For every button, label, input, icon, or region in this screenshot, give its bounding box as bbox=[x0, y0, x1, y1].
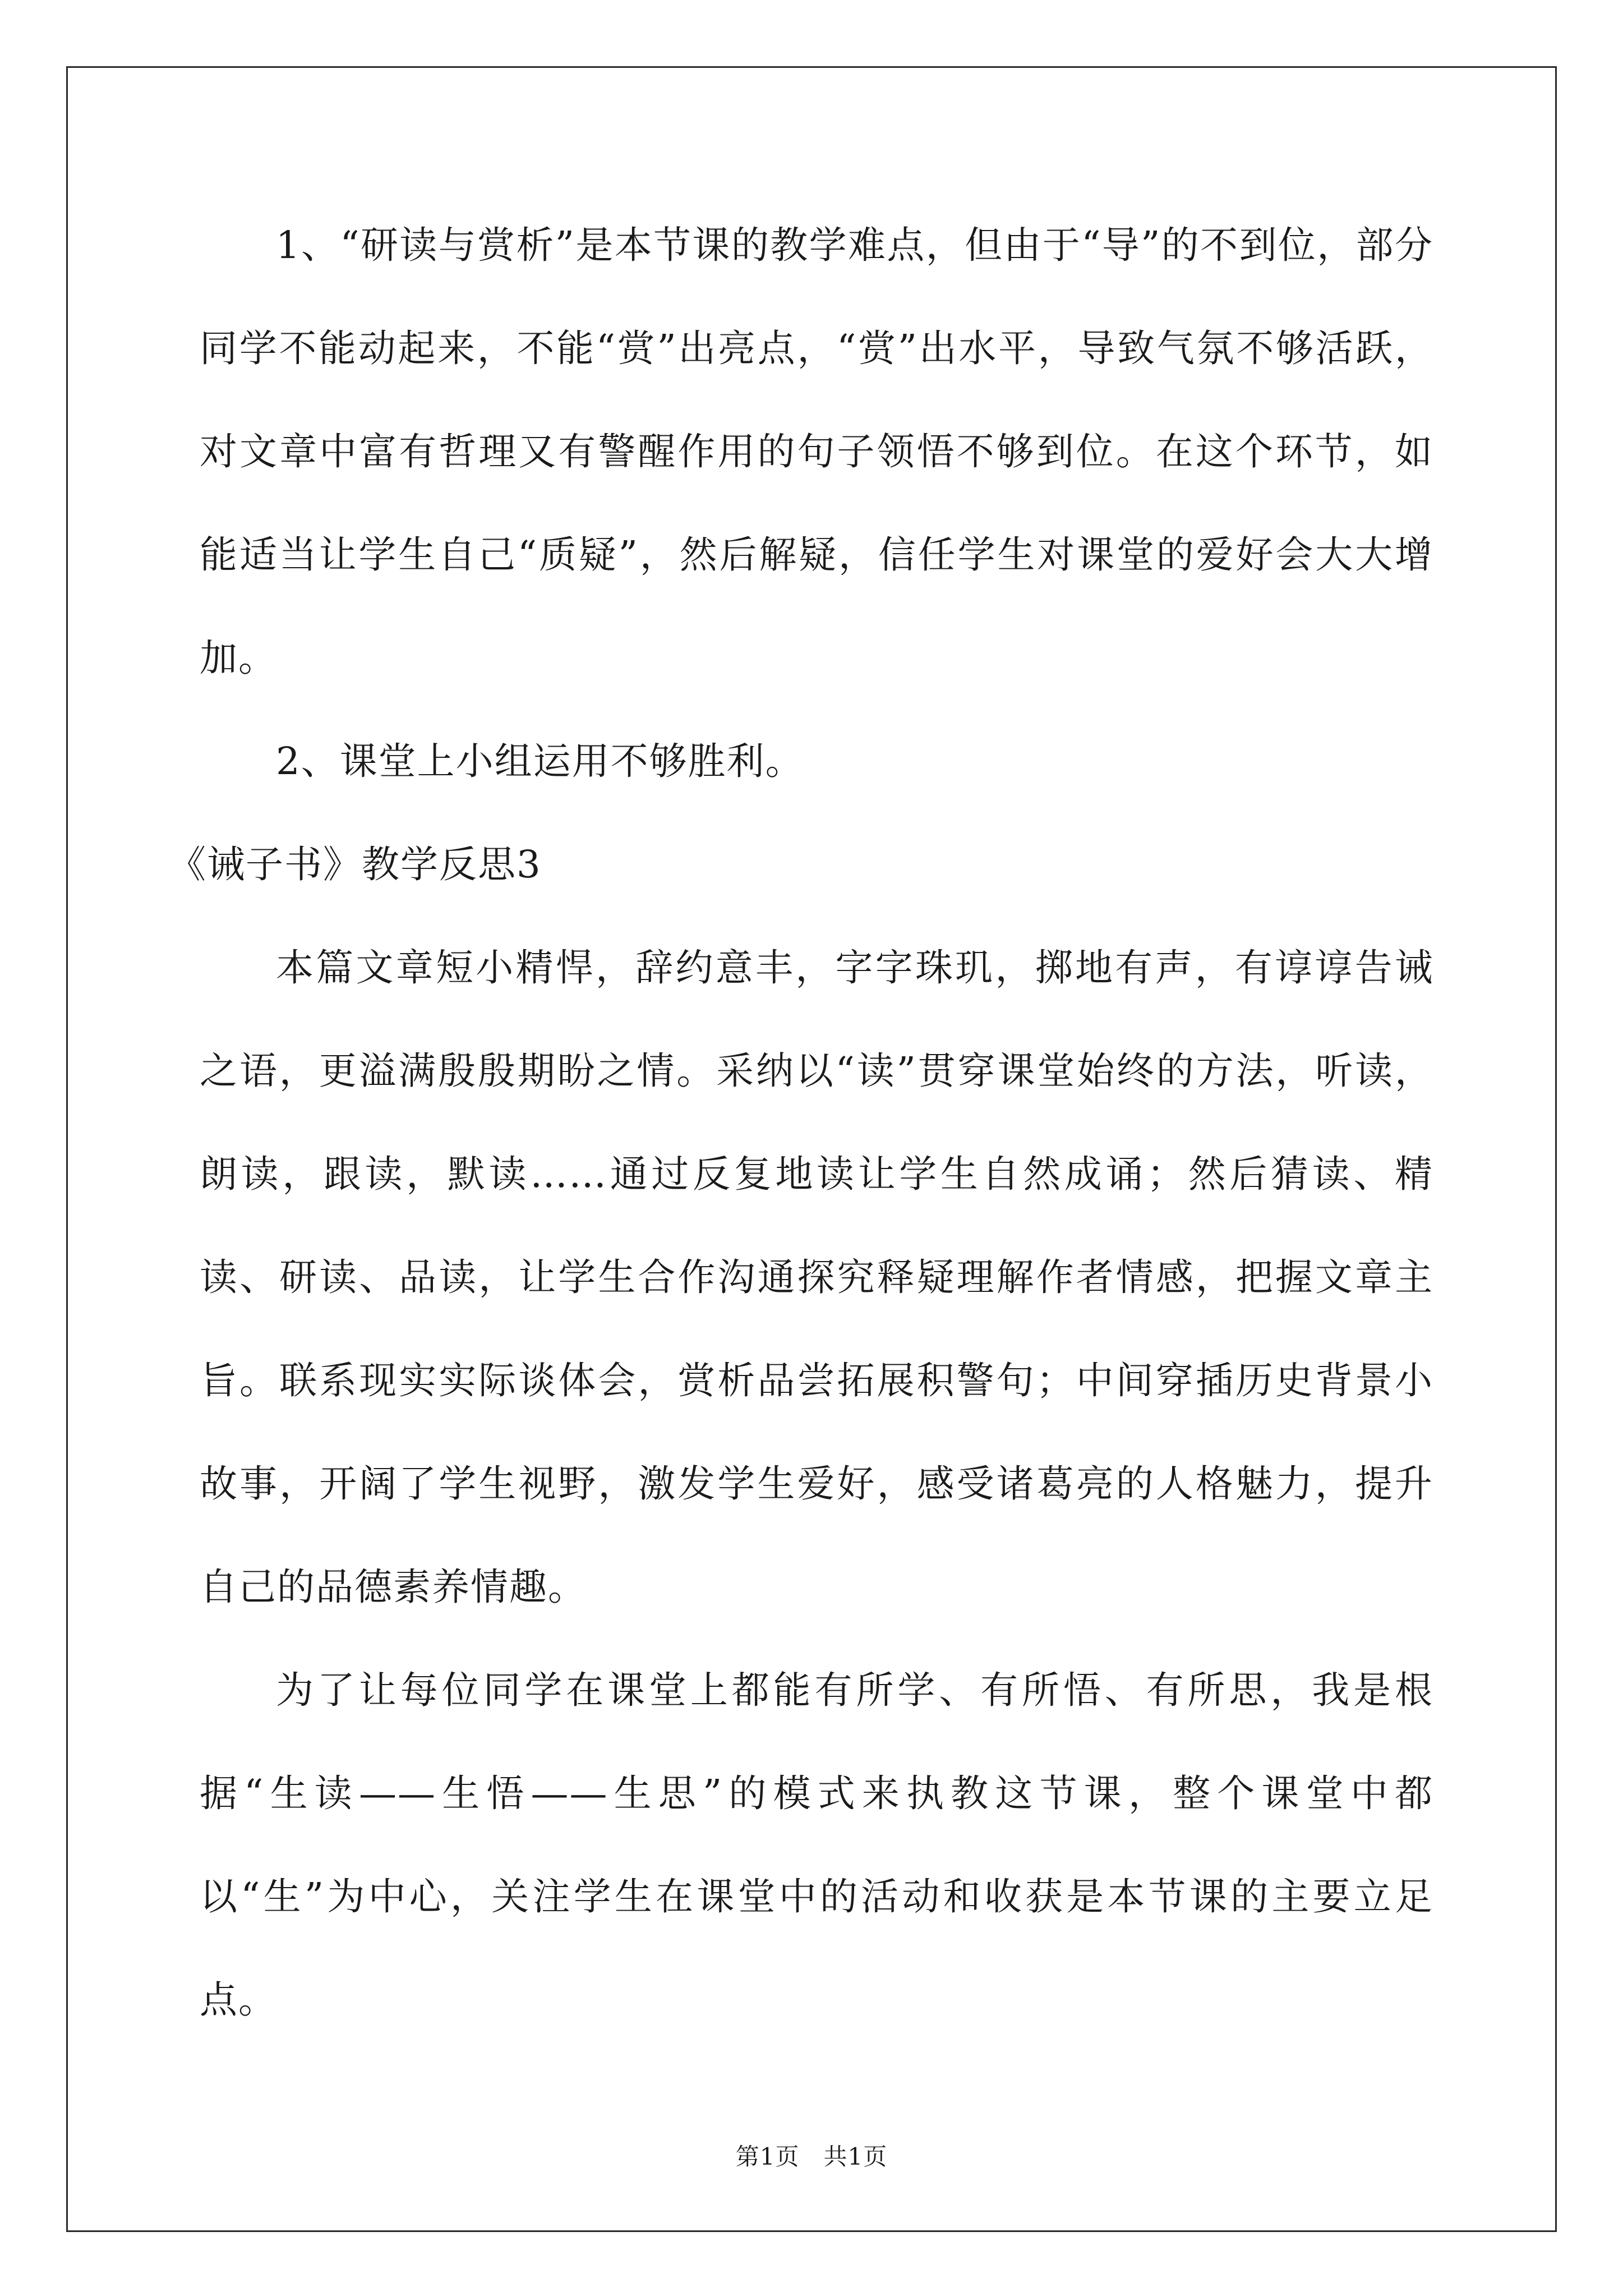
paragraph-teaching-model: 为了让每位同学在课堂上都能有所学、有所悟、有所思，我是根据“生读——生悟——生思”的模式来执教这节课，整个课堂中都以“生”为中心，关注学生在课堂中的活动和收获是本节课的主要立足点。 bbox=[200, 1668, 1433, 2022]
section-heading: 《诫子书》教学反思3 bbox=[168, 843, 542, 886]
paragraph-group-work: 2、课堂上小组运用不够胜利。 bbox=[276, 739, 804, 783]
paragraph-reading-method: 本篇文章短小精悍，辞约意丰，字字珠玑，掷地有声，有谆谆告诫之语，更溢满殷殷期盼之情。采纳以“读”贯穿课堂始终的方法，听读，朗读，跟读，默读……通过反复地读让学生自然成诵；然后猜读、精读、研读、品读，让学生合作沟通探究释疑理解作者情感，把握文章主旨。联系现实实际谈体会，赏析品尝拓展积警句；中间穿插历史背景小故事，开阔了学生视野，激发学生爱好，感受诸葛亮的人格魅力，提升自己的品德素养情趣。 bbox=[200, 946, 1433, 1609]
document-body bbox=[168, 194, 1433, 2051]
paragraph-difficulty: 1、“研读与赏析”是本节课的教学难点，但由于“导”的不到位，部分同学不能动起来，不能“赏”出亮点，“赏”出水平，导致气氛不够活跃，对文章中富有哲理又有警醒作用的句子领悟不够到位。在这个环节，如能适当让学生自己“质疑”，然后解疑，信任学生对课堂的爱好会大大增加。 bbox=[200, 223, 1433, 680]
page-number-footer: 第1页 共1页 bbox=[735, 2143, 888, 2170]
